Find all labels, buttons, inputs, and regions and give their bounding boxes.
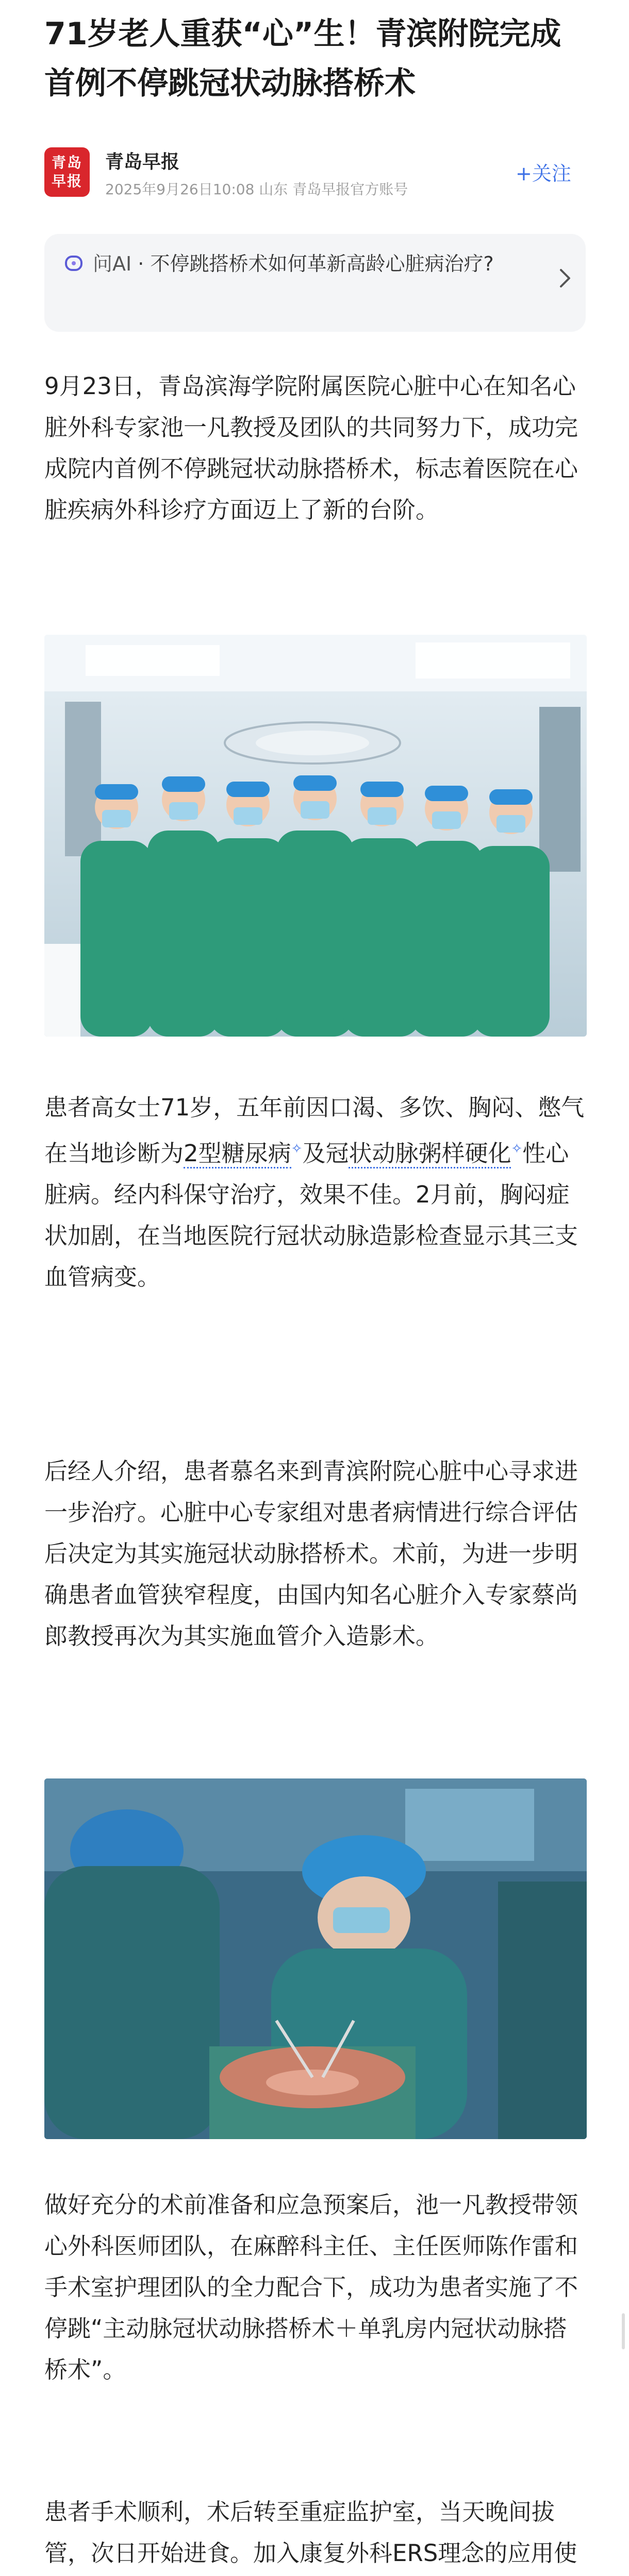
scrollbar-thumb[interactable]: [622, 2313, 625, 2349]
term-link-diabetes[interactable]: 2型糖尿病: [184, 1140, 291, 1168]
sparkle-icon: ✧: [291, 1141, 303, 1157]
ask-ai-label: 问AI: [93, 252, 132, 275]
ask-ai-text: [93, 246, 536, 281]
ask-ai-bar[interactable]: [44, 234, 586, 332]
source-name[interactable]: 青岛早报: [105, 151, 180, 173]
ai-sparkle-icon: [63, 252, 85, 274]
publish-meta: 2025年9月26日10:08 山东 青岛早报官方账号: [105, 181, 408, 198]
source-logo[interactable]: [44, 147, 90, 197]
sparkle-icon: ✧: [511, 1141, 523, 1157]
paragraph-intro: 9月23日，青岛滨海学院附属医院心脏中心在知名心脏外科专家池一凡教授及团队的共同努力下，成功完成院内首例不停跳冠状动脉搭桥术，标志着医院在心脏疾病外科诊疗方面迈上了新的台阶。: [44, 372, 578, 523]
paragraph-treatment-plan: 后经人介绍，患者慕名来到青滨附院心脏中心寻求进一步治疗。心脏中心专家组对患者病情进行综合评估后决定为其实施冠状动脉搭桥术。术前，为进一步明确患者血管狭窄程度，由国内知名心脏介入专家蔡尚郎教授再次为其实施血管介入造影术。: [44, 1458, 578, 1650]
history-text-2: 及冠: [302, 1140, 349, 1167]
follow-button[interactable]: +关注: [516, 162, 571, 185]
term-link-atherosclerosis[interactable]: 状动脉粥样硬化: [349, 1140, 511, 1168]
paragraph-history: [44, 1087, 586, 1298]
surgery-photo[interactable]: [44, 1778, 587, 2139]
history-text-1: 患者高女士71岁，五年前因口渴、多饮、胸闷、憋气在当地诊断为: [44, 1094, 585, 1167]
ask-ai-separator: ·: [131, 252, 151, 275]
team-photo[interactable]: [44, 635, 587, 1037]
history-text-3: 性心脏病。经内科保守治疗，效果不佳。2月前，胸闷症状加剧，在当地医院行冠状动脉造影检查显示其三支血管病变。: [44, 1140, 578, 1291]
paragraph-surgery: 做好充分的术前准备和应急预案后，池一凡教授带领心外科医师团队，在麻醉科主任、主任医师陈作雷和手术室护理团队的全力配合下，成功为患者实施了不停跳“主动脉冠状动脉搭桥术＋单乳房内冠状动脉搭桥术”。: [44, 2191, 578, 2383]
article-title: 71岁老人重获“心”生！青滨附院完成首例不停跳冠状动脉搭桥术: [44, 16, 561, 101]
source-logo-text-bottom: 早报: [51, 173, 82, 190]
chevron-right-icon: [558, 267, 572, 290]
source-logo-text-top: 青岛: [51, 154, 82, 171]
ask-ai-question: 不停跳搭桥术如何革新高龄心脏病治疗?: [150, 252, 494, 275]
paragraph-recovery: 患者手术顺利，术后转至重症监护室，当天晚间拔管，次日开始进食。加入康复外科ERS理念的应用使: [44, 2498, 577, 2567]
